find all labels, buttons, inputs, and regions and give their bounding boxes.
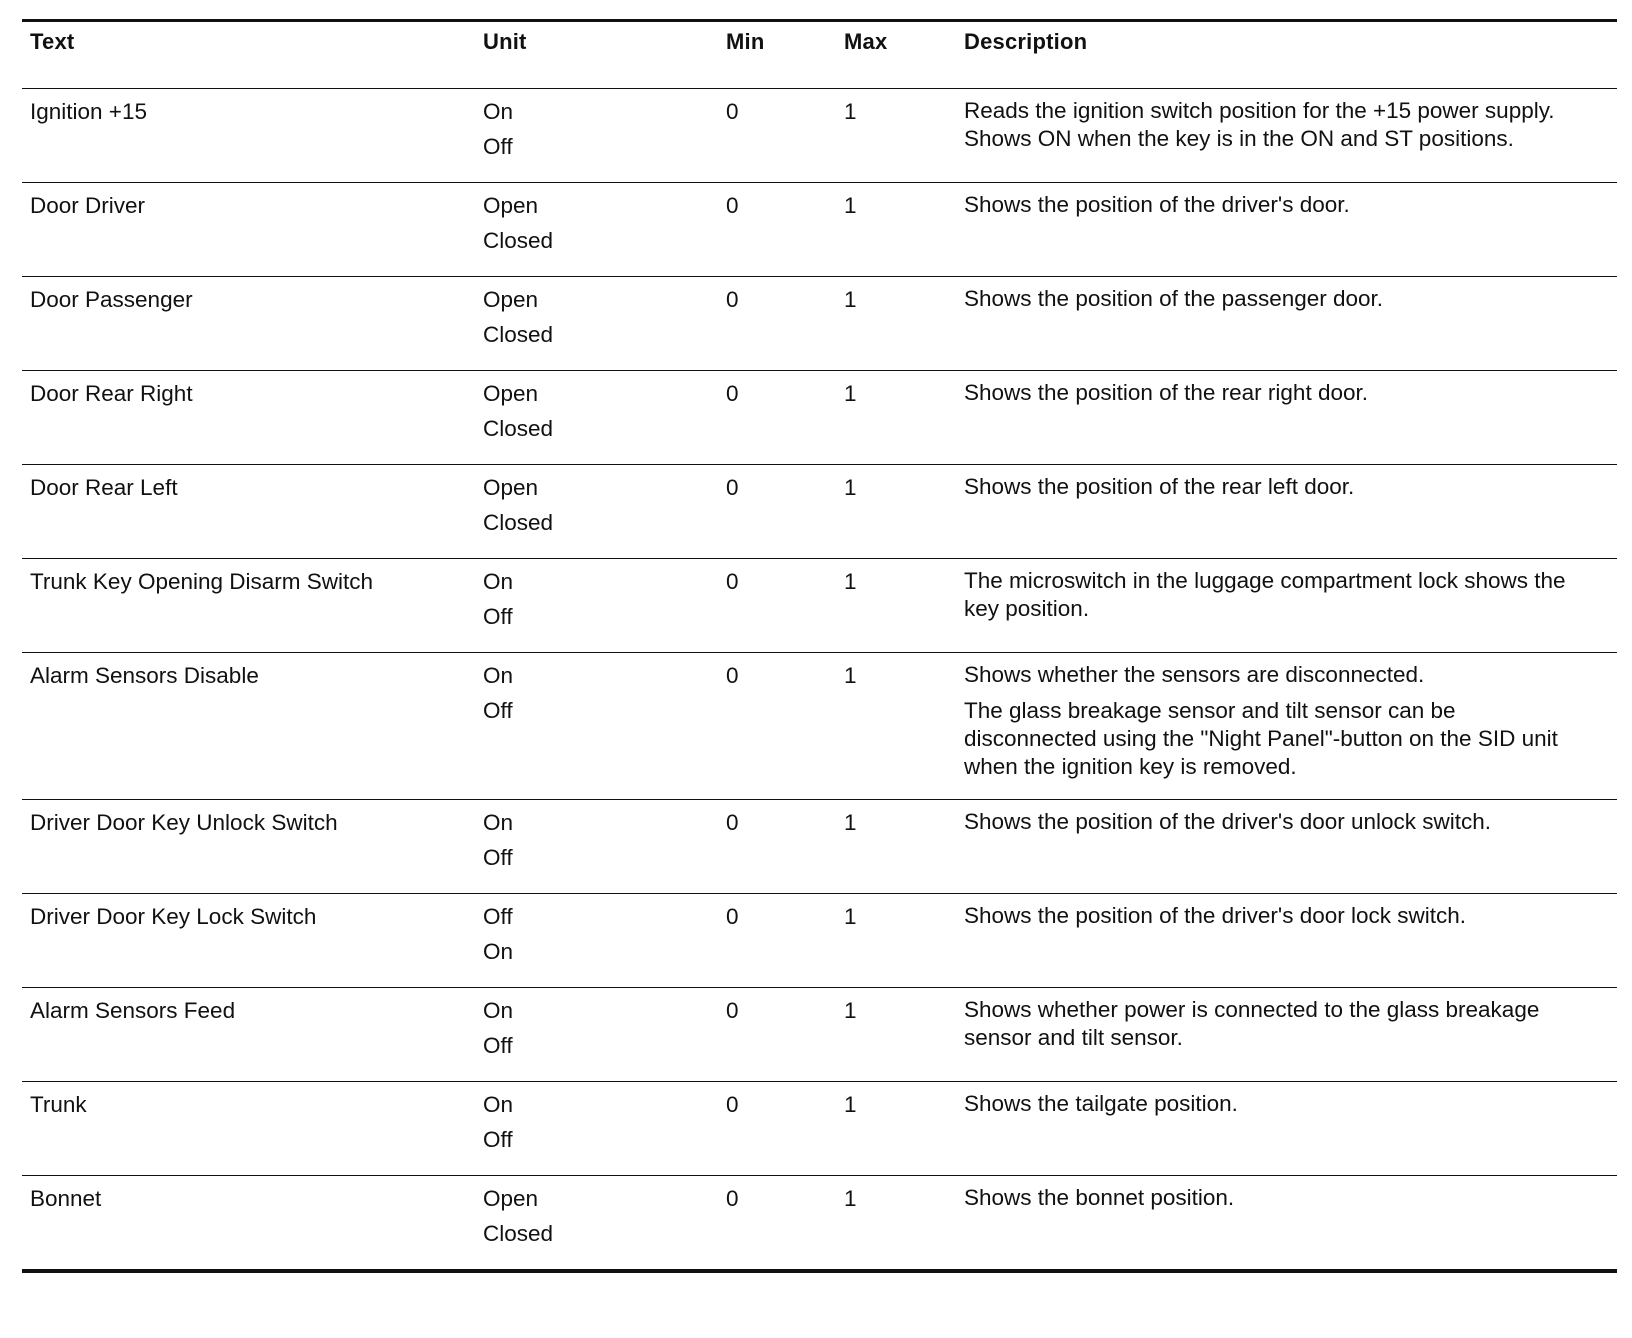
- table-row: [22, 277, 1617, 371]
- unit-state: Closed: [483, 322, 554, 347]
- signal-min: 0: [726, 569, 739, 594]
- table-row: [22, 1082, 1617, 1176]
- signal-max: 1: [844, 998, 857, 1023]
- description-paragraph: [964, 285, 1619, 313]
- description-paragraph: [964, 902, 1619, 930]
- description-line: when the ignition key is removed.: [964, 754, 1297, 779]
- signal-max: 1: [844, 1092, 857, 1117]
- signal-name: Trunk Key Opening Disarm Switch: [30, 569, 374, 594]
- description-line: key position.: [964, 596, 1090, 621]
- signal-min: 0: [726, 998, 739, 1023]
- signal-max: 1: [844, 569, 857, 594]
- signal-description: [964, 996, 1619, 1052]
- signal-name: Door Rear Right: [30, 381, 193, 406]
- header-text: Text: [30, 29, 75, 54]
- signal-unit-states: [483, 470, 683, 540]
- signal-name: Ignition +15: [30, 99, 147, 124]
- description-line: Shows the bonnet position.: [964, 1185, 1235, 1210]
- signal-min: 0: [726, 810, 739, 835]
- signal-min: 0: [726, 904, 739, 929]
- unit-state: On: [483, 998, 514, 1023]
- signal-max: 1: [844, 99, 857, 124]
- unit-state: Closed: [483, 228, 554, 253]
- description-line: Shows the position of the driver's door.: [964, 192, 1350, 217]
- description-line: Shows the position of the driver's door lock switch.: [964, 903, 1467, 928]
- description-paragraph: [964, 97, 1619, 153]
- signal-name: Door Passenger: [30, 287, 193, 312]
- signal-description: [964, 97, 1619, 153]
- signal-max: 1: [844, 193, 857, 218]
- signal-unit-states: [483, 658, 683, 728]
- signal-max: 1: [844, 475, 857, 500]
- description-paragraph: [964, 473, 1619, 501]
- table-row: [22, 559, 1617, 653]
- signal-description: [964, 661, 1619, 781]
- description-line: Shows the position of the rear right door.: [964, 380, 1368, 405]
- description-line: Shows whether the sensors are disconnected.: [964, 662, 1425, 687]
- unit-state: Closed: [483, 510, 554, 535]
- description-paragraph: [964, 697, 1619, 781]
- signal-description: [964, 1184, 1619, 1212]
- description-paragraph: [964, 808, 1619, 836]
- description-line: disconnected using the "Night Panel"-button on the SID unit: [964, 726, 1558, 751]
- unit-state: On: [483, 569, 514, 594]
- unit-state: Off: [483, 1033, 513, 1058]
- unit-state: Off: [483, 845, 513, 870]
- description-line: Shows the position of the driver's door unlock switch.: [964, 809, 1492, 834]
- signal-min: 0: [726, 475, 739, 500]
- unit-state: Off: [483, 134, 513, 159]
- header-unit: Unit: [483, 29, 527, 54]
- description-line: Shows ON when the key is in the ON and ST positions.: [964, 126, 1514, 151]
- table-header: [22, 19, 1617, 89]
- signal-name: Alarm Sensors Disable: [30, 663, 259, 688]
- signal-name: Driver Door Key Lock Switch: [30, 904, 317, 929]
- signal-unit-states: [483, 899, 683, 969]
- unit-state: On: [483, 663, 514, 688]
- unit-state: Off: [483, 904, 513, 929]
- table-row: [22, 183, 1617, 277]
- signal-min: 0: [726, 287, 739, 312]
- signal-min: 0: [726, 1092, 739, 1117]
- signal-name: Door Rear Left: [30, 475, 178, 500]
- signal-max: 1: [844, 287, 857, 312]
- signal-name: Bonnet: [30, 1186, 102, 1211]
- description-line: The glass breakage sensor and tilt sensor can be: [964, 698, 1456, 723]
- description-line: Shows the position of the passenger door.: [964, 286, 1384, 311]
- unit-state: Closed: [483, 1221, 554, 1246]
- table-row: [22, 1176, 1617, 1270]
- signal-description: [964, 473, 1619, 501]
- signal-min: 0: [726, 381, 739, 406]
- signal-description: [964, 1090, 1619, 1118]
- table-row: [22, 894, 1617, 988]
- description-paragraph: [964, 661, 1619, 689]
- header-min: Min: [726, 29, 765, 54]
- signal-max: 1: [844, 904, 857, 929]
- table-end-rule: [22, 1270, 1617, 1273]
- table-row: [22, 800, 1617, 894]
- unit-state: On: [483, 99, 514, 124]
- signal-unit-states: [483, 188, 683, 258]
- signal-unit-states: [483, 376, 683, 446]
- description-paragraph: [964, 191, 1619, 219]
- signal-max: 1: [844, 1186, 857, 1211]
- table-row: [22, 371, 1617, 465]
- signal-description: [964, 567, 1619, 623]
- signal-description: [964, 902, 1619, 930]
- description-paragraph: [964, 379, 1619, 407]
- table-row: [22, 89, 1617, 183]
- signal-unit-states: [483, 1087, 683, 1157]
- description-paragraph: [964, 567, 1619, 623]
- table-row: [22, 653, 1617, 800]
- signal-min: 0: [726, 193, 739, 218]
- signal-unit-states: [483, 564, 683, 634]
- table-body: [22, 89, 1617, 1270]
- signal-max: 1: [844, 663, 857, 688]
- signal-min: 0: [726, 663, 739, 688]
- unit-state: On: [483, 810, 514, 835]
- signal-min: 0: [726, 1186, 739, 1211]
- description-paragraph: [964, 996, 1619, 1052]
- unit-state: On: [483, 1092, 514, 1117]
- signal-max: 1: [844, 381, 857, 406]
- description-line: Shows the position of the rear left door.: [964, 474, 1355, 499]
- signal-min: 0: [726, 99, 739, 124]
- signal-description: [964, 808, 1619, 836]
- unit-state: Off: [483, 698, 513, 723]
- description-line: sensor and tilt sensor.: [964, 1025, 1183, 1050]
- table-row: [22, 465, 1617, 559]
- signal-description: [964, 285, 1619, 313]
- header-max: Max: [844, 29, 888, 54]
- signal-description: [964, 379, 1619, 407]
- signal-name: Alarm Sensors Feed: [30, 998, 236, 1023]
- header-description: Description: [964, 29, 1088, 54]
- unit-state: Open: [483, 381, 539, 406]
- unit-state: Open: [483, 287, 539, 312]
- description-line: Shows the tailgate position.: [964, 1091, 1238, 1116]
- unit-state: Off: [483, 1127, 513, 1152]
- signal-description: [964, 191, 1619, 219]
- unit-state: Open: [483, 1186, 539, 1211]
- signal-unit-states: [483, 993, 683, 1063]
- unit-state: Off: [483, 604, 513, 629]
- table-row: [22, 988, 1617, 1082]
- description-line: The microswitch in the luggage compartment lock shows the: [964, 568, 1566, 593]
- signal-max: 1: [844, 810, 857, 835]
- description-paragraph: [964, 1090, 1619, 1118]
- signal-name: Trunk: [30, 1092, 87, 1117]
- signal-unit-states: [483, 1181, 683, 1251]
- unit-state: On: [483, 939, 514, 964]
- signal-unit-states: [483, 94, 683, 164]
- description-line: Reads the ignition switch position for the +15 power supply.: [964, 98, 1555, 123]
- signal-name: Driver Door Key Unlock Switch: [30, 810, 338, 835]
- unit-state: Open: [483, 475, 539, 500]
- description-line: Shows whether power is connected to the glass breakage: [964, 997, 1540, 1022]
- signal-table: [22, 19, 1617, 1273]
- signal-name: Door Driver: [30, 193, 146, 218]
- signal-unit-states: [483, 805, 683, 875]
- description-paragraph: [964, 1184, 1619, 1212]
- signal-unit-states: [483, 282, 683, 352]
- unit-state: Open: [483, 193, 539, 218]
- unit-state: Closed: [483, 416, 554, 441]
